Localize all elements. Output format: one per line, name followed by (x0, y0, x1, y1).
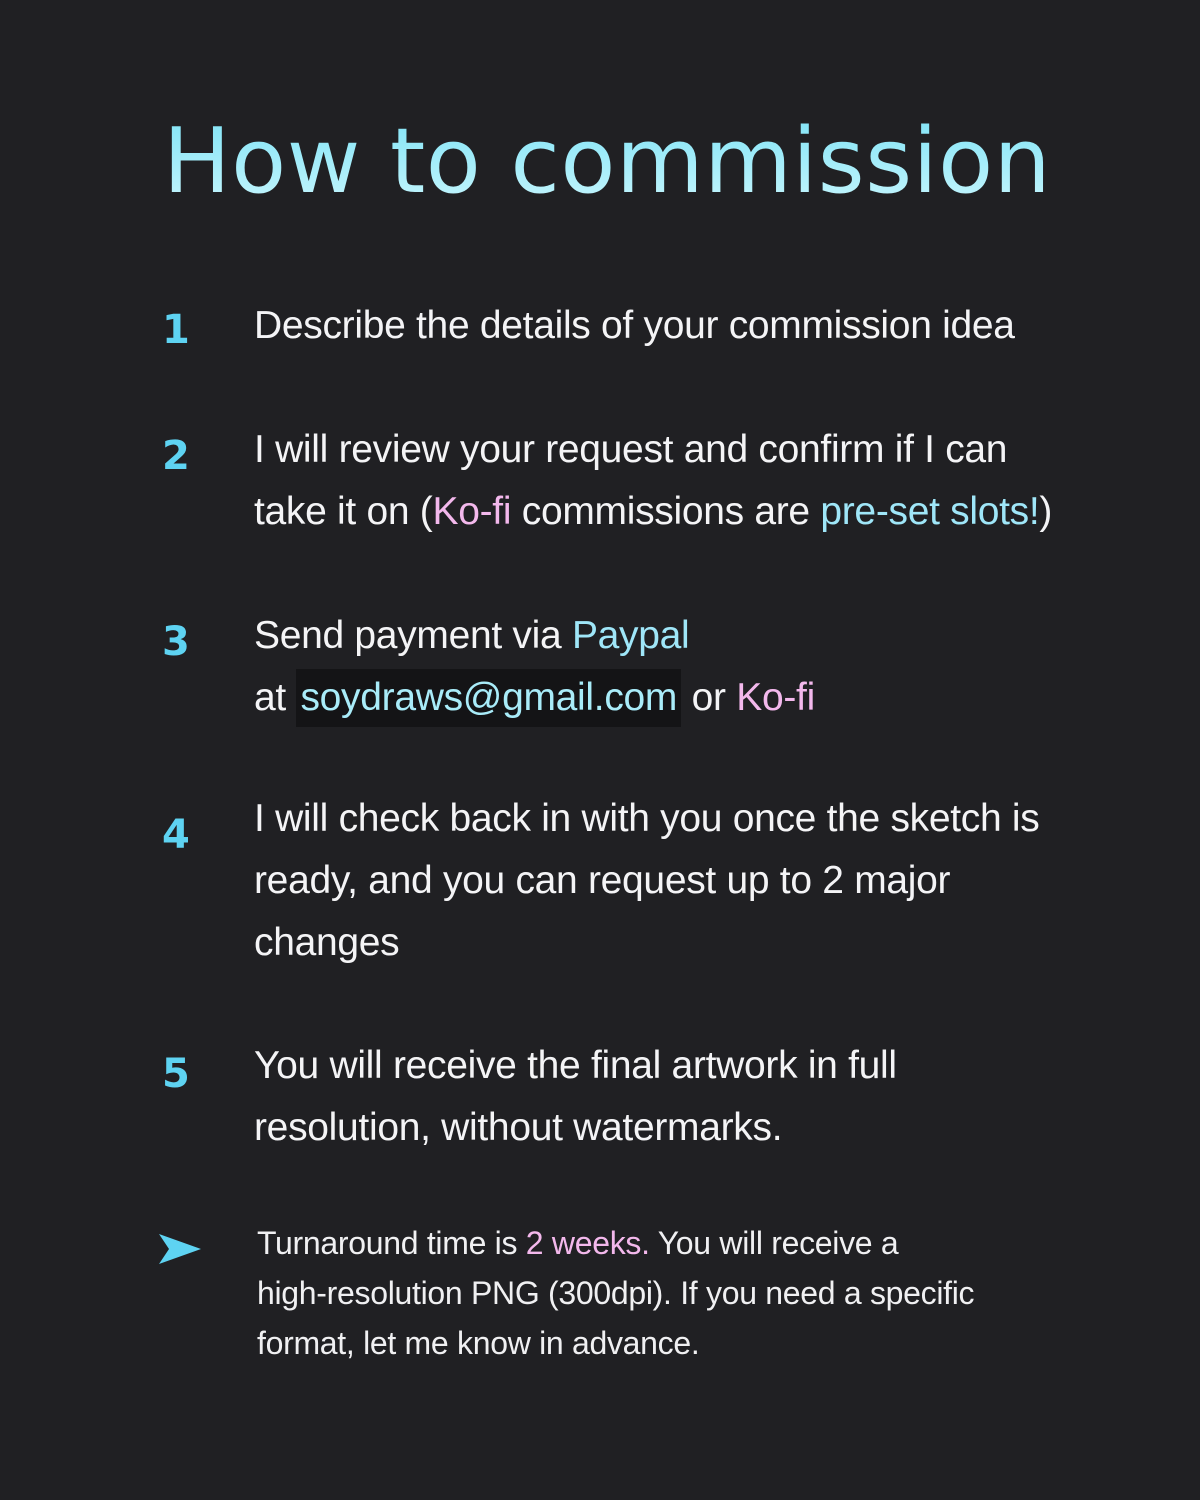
step-line: ready, and you can request up to 2 major (254, 859, 951, 902)
step-line: I will check back in with you once the sketch is (254, 797, 1040, 840)
text-segment: at (254, 676, 297, 719)
step-line: You will receive the final artwork in full (254, 1044, 897, 1087)
note-line: format, let me know in advance. (257, 1325, 700, 1361)
text-segment: Send payment via (254, 614, 572, 657)
text-segment: commissions are (511, 490, 821, 533)
text-segment: You will receive a (649, 1225, 899, 1261)
paypal-link[interactable]: Paypal (571, 614, 690, 657)
step-text (254, 295, 1134, 357)
kofi-link[interactable]: Ko-fi (432, 490, 512, 533)
step-number: 5 (162, 1051, 190, 1097)
step-text (254, 1035, 1134, 1159)
turnaround-highlight: 2 weeks. (525, 1225, 650, 1261)
preset-slots-highlight: pre-set slots! (820, 490, 1040, 533)
step-line (254, 667, 1134, 729)
email-address[interactable]: soydraws@gmail.com (296, 669, 681, 727)
text-segment: take it on ( (254, 490, 433, 533)
step-number: 3 (162, 619, 190, 665)
step-number: 4 (162, 812, 190, 858)
step-text (254, 419, 1134, 543)
text-segment: or (681, 676, 737, 719)
note-line: high-resolution PNG (300dpi). If you need a specific (257, 1275, 975, 1311)
step-line: I will review your request and confirm if I can (254, 428, 1008, 471)
step-number: 2 (162, 433, 190, 479)
step-number: 1 (162, 307, 190, 353)
note-line (257, 1218, 1037, 1268)
step-line (254, 481, 1134, 543)
step-line: resolution, without watermarks. (254, 1106, 783, 1149)
text-segment: Turnaround time is (257, 1225, 526, 1261)
note-text (257, 1218, 1037, 1368)
step-text (254, 605, 1134, 729)
arrow-right-icon (157, 1230, 203, 1268)
text-segment: ) (1039, 490, 1053, 533)
step-text (254, 788, 1134, 974)
kofi-link[interactable]: Ko-fi (736, 676, 815, 719)
step-line (254, 605, 1134, 667)
page-title: How to commission (163, 109, 1052, 214)
step-line: changes (254, 921, 400, 964)
step-line: Describe the details of your commission idea (254, 304, 1015, 347)
